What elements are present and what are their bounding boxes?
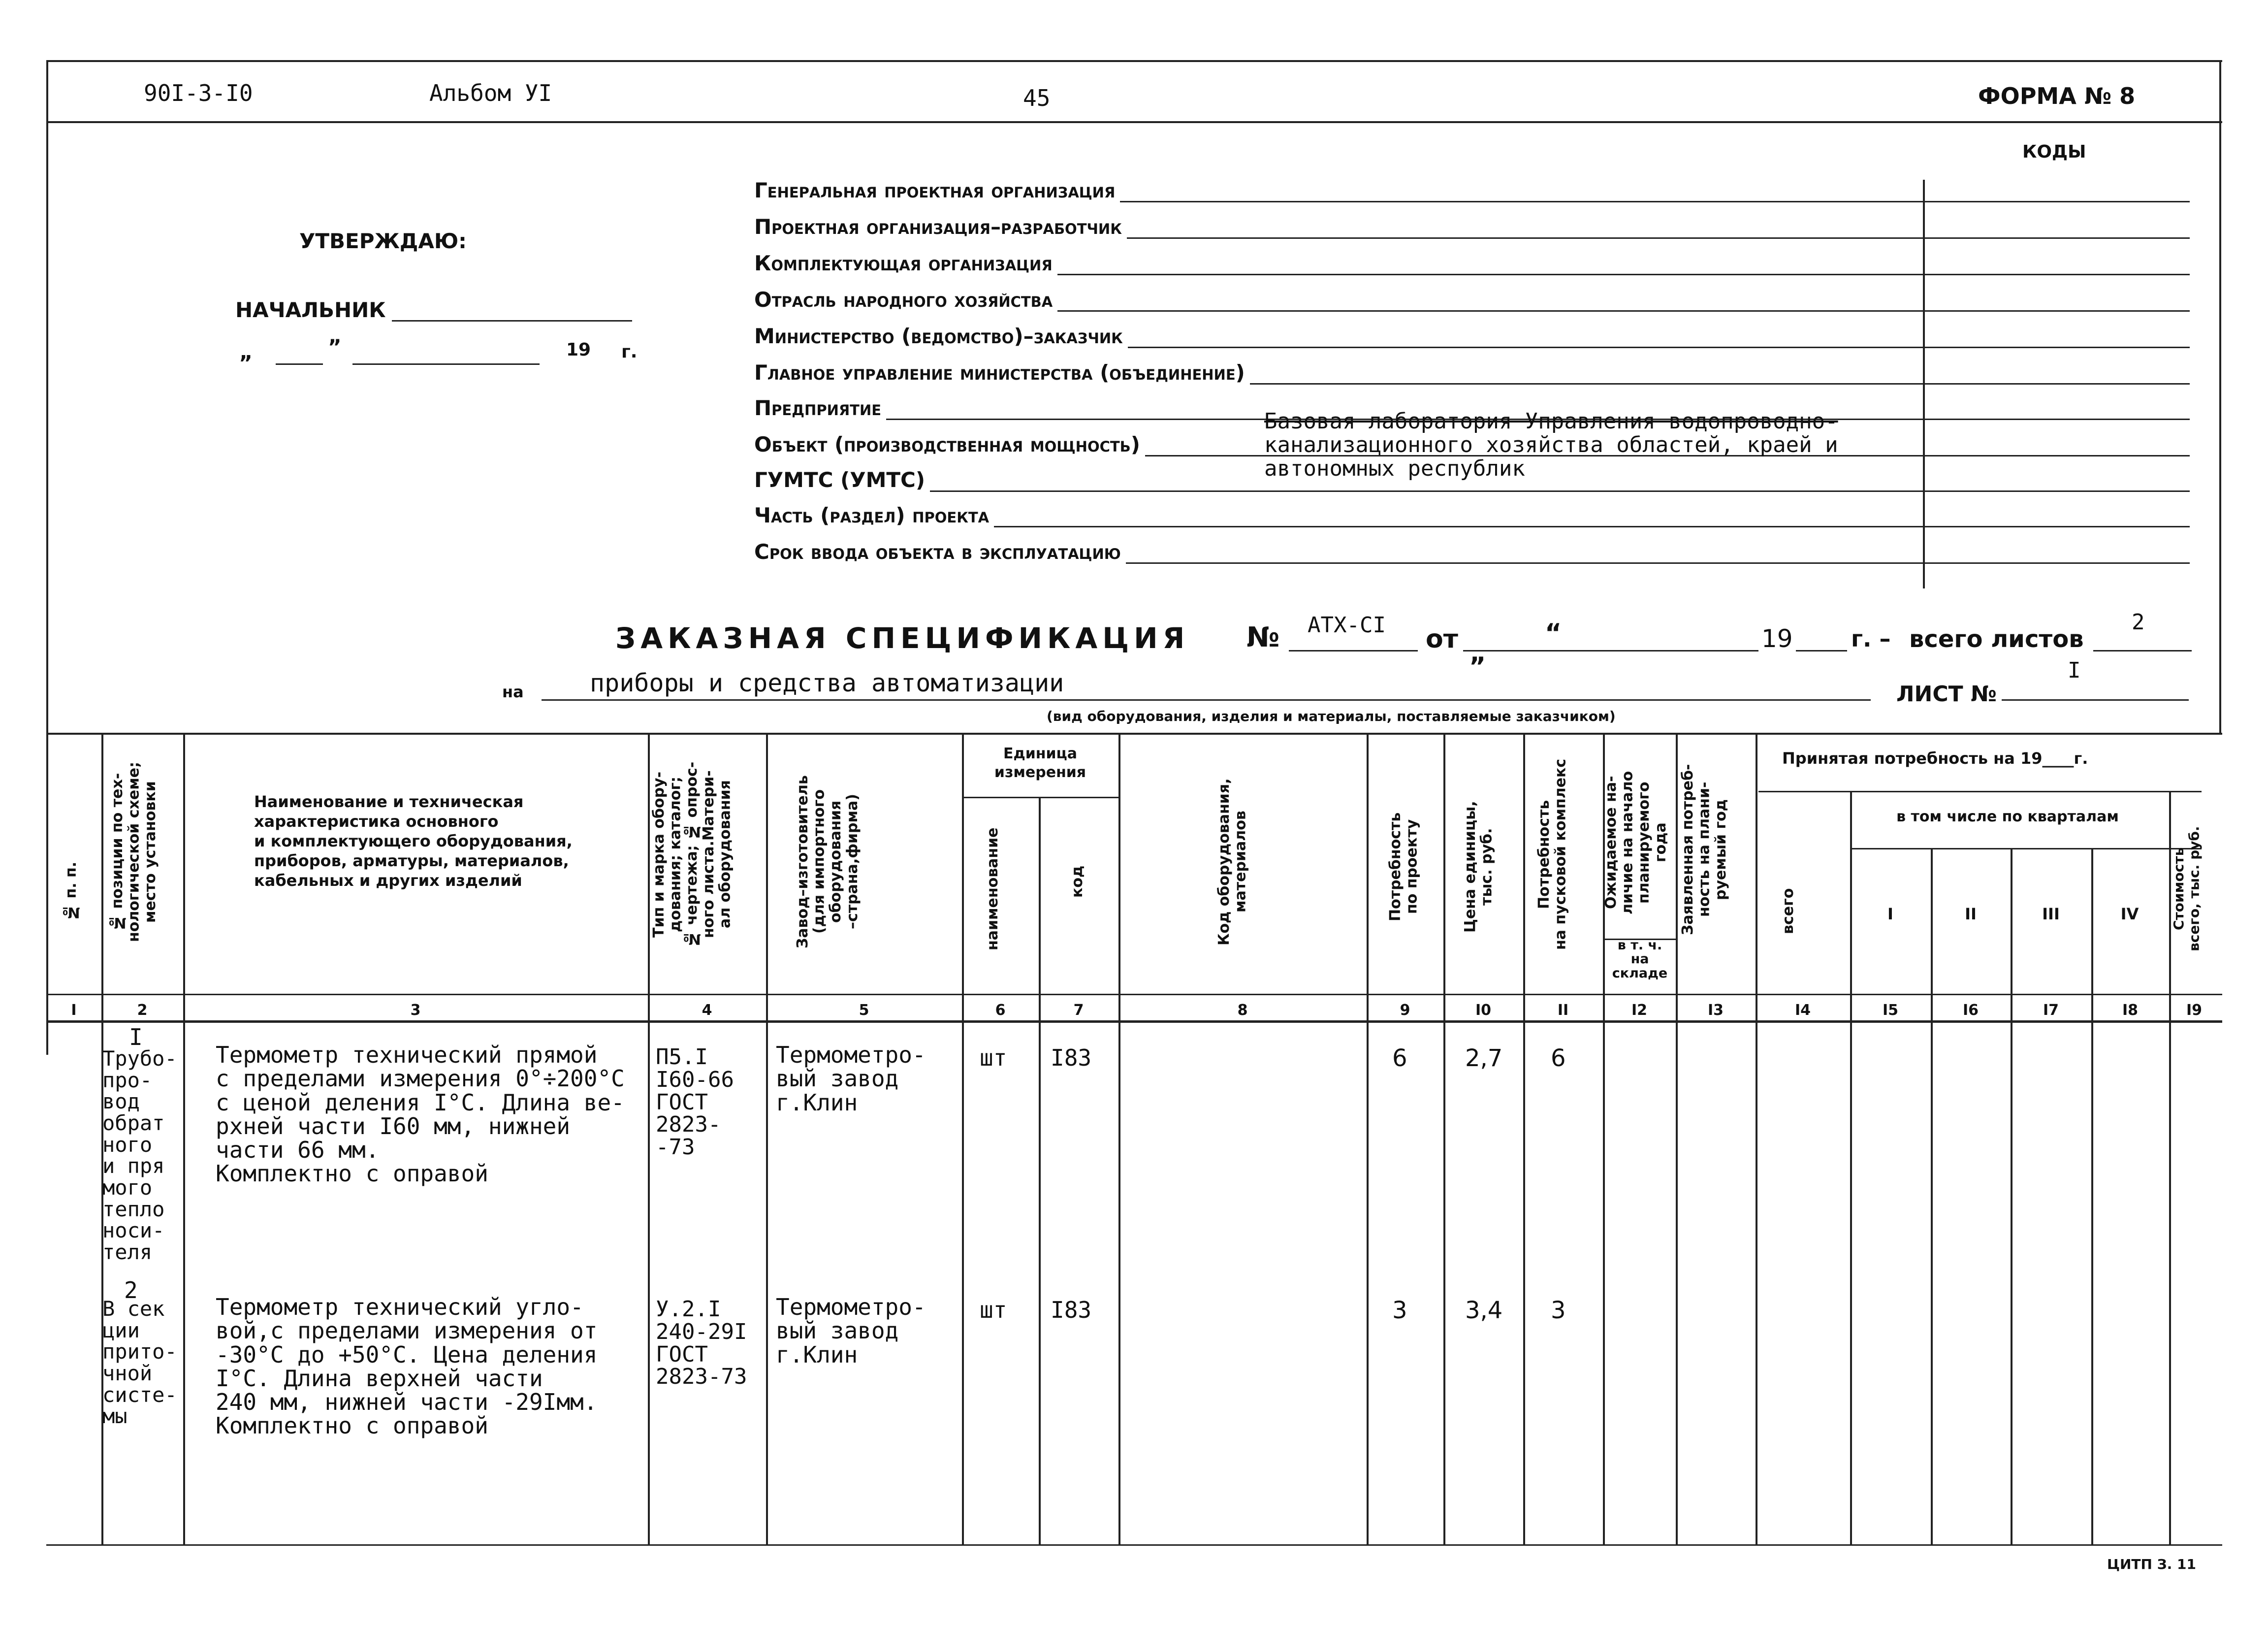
column-number: 7 [1073, 1002, 1084, 1019]
column-number: I9 [2186, 1002, 2203, 1019]
col-header-7: код [1069, 865, 1086, 898]
org-field-underline [1250, 383, 2190, 385]
org-field-underline [1128, 347, 2190, 348]
total-sheets-label: всего листов [1909, 625, 2084, 653]
column-number: I8 [2122, 1002, 2139, 1019]
date-close-quote: ” [328, 335, 342, 359]
quarters-subheader-line [1850, 848, 2202, 849]
col-header-quarters: в том числе по кварталам [1896, 808, 2119, 825]
col-header-9: Потребность по проекту [1387, 812, 1421, 921]
column-number: I [71, 1002, 77, 1019]
row1-price: 2,7 [1465, 1044, 1503, 1072]
sheet-number-line [2002, 699, 2189, 701]
row1-pos-num: I [129, 1024, 143, 1050]
col-header-4: Тип и марка обору- дования; каталог; № чертежа; № опрос- ного листа.Матери- ал оборудования [650, 761, 734, 947]
form-number: ФОРМА № 8 [1978, 83, 2136, 109]
col-header-11: Потребность на пусковой комплекс [1535, 758, 1569, 950]
accepted-subheader-line [1758, 791, 2202, 792]
column-number: 4 [702, 1002, 712, 1019]
column-number: II [1557, 1002, 1569, 1019]
table-column-divider [1756, 733, 1757, 1544]
row2-unit-code: I83 [1051, 1297, 1092, 1323]
column-number: 6 [995, 1002, 1006, 1019]
org-field-label: Проектная организация–разработчик [754, 215, 1122, 239]
sheet-label: ЛИСТ № [1896, 682, 1997, 707]
row1-unit: шт [980, 1044, 1007, 1071]
spec-subject-line [542, 699, 1871, 701]
spec-close-quote: ” [1469, 652, 1486, 682]
row1-start: 6 [1551, 1044, 1566, 1072]
col-header-3: Наименование и техническая характеристика основного и комплектующего оборудования, приборов, арматуры, материалов, кабельных и других изделий [254, 792, 573, 890]
row2-name: Термометр технический угло- вой,с пределами измерения от -30°С до +50°С. Цена деления I°С. Длина верхней части 240 мм, нижней части -29Iмм. Комплектно с оправой [216, 1294, 598, 1439]
spec-year-suffix: г. – [1851, 625, 1891, 652]
sheet-number: I [2068, 658, 2081, 683]
page-number: 45 [1023, 85, 1051, 111]
org-field-underline [994, 526, 2190, 527]
org-field-label: Объект (производственная мощность) [754, 432, 1140, 456]
col-header-8: Код оборудования, материалов [1215, 778, 1249, 945]
table-column-divider [1367, 733, 1369, 1544]
spec-subject: приборы и средства автоматизации [590, 669, 1064, 697]
org-field-label: Часть (раздел) проекта [754, 503, 990, 527]
org-field-label: Министерство (ведомство)–заказчик [754, 324, 1123, 348]
spec-open-quote: “ [1545, 619, 1562, 648]
org-field-underline [1127, 237, 2190, 239]
header-bottom-line [46, 994, 2222, 995]
quarter-3: III [2042, 905, 2060, 923]
row2-type: У.2.I 240-29I ГОСТ 2823-73 [656, 1297, 747, 1390]
col-header-1: № п. п. [63, 861, 80, 921]
table-column-divider [1931, 848, 1933, 1544]
table-column-divider [766, 733, 768, 1544]
column-number: I0 [1475, 1002, 1492, 1019]
table-column-divider [2011, 848, 2012, 1544]
spec-number: АТХ-СI [1308, 613, 1386, 638]
object-value-line-2: канализационного хозяйства областей, краей и [1264, 432, 1838, 457]
column-number: 2 [137, 1002, 148, 1019]
column-number: I5 [1882, 1002, 1899, 1019]
table-column-divider [1039, 797, 1041, 1544]
row2-maker: Термометро- вый завод г.Клин [776, 1294, 926, 1368]
org-field-underline [1057, 274, 2190, 275]
col-header-13: Заявленная потреб- ность на плани- руемый год [1679, 764, 1730, 935]
row2-start: 3 [1551, 1297, 1566, 1324]
spec-number-line [1289, 650, 1418, 651]
spec-year-line [1796, 650, 1847, 651]
spec-date-line [1463, 650, 1758, 651]
org-field-label: Главное управление министерства (объединение) [754, 360, 1245, 385]
approve-year: 19 [566, 340, 591, 360]
spec-from-label: от [1426, 624, 1458, 654]
org-field-underline [1126, 562, 2190, 564]
org-field-underline [1120, 201, 2190, 202]
codes-label: КОДЫ [2022, 142, 2086, 162]
header-bottom-line [46, 121, 2222, 123]
spec-title: ЗАКАЗНАЯ СПЕЦИФИКАЦИЯ [615, 621, 1190, 655]
org-field-label: Отрасль народного хозяйства [754, 288, 1053, 312]
approve-year-suffix: г. [621, 342, 638, 362]
org-field-underline [1057, 310, 2190, 312]
col-header-accepted: Принятая потребность на 19____г. [1782, 749, 2088, 768]
chief-signature-line [392, 320, 632, 322]
column-number: I2 [1631, 1002, 1648, 1019]
org-field-label: Комплектующая организация [754, 251, 1053, 275]
total-sheets-value: 2 [2132, 610, 2145, 635]
column-number: 3 [410, 1002, 421, 1019]
quarter-4: IV [2120, 905, 2139, 923]
total-sheets-line [2093, 650, 2192, 651]
col-header-5: Завод–изготовитель (для импортного оборудования –страна,фирма) [794, 775, 861, 948]
col-header-2: № позиции по тех- нологической схеме; место установки [109, 761, 160, 943]
doc-code: 90I-3-I0 [144, 80, 253, 106]
org-field-underline [930, 490, 2190, 492]
spec-year: 19 [1761, 624, 1793, 653]
spec-note: (вид оборудования, изделия и материалы, поставляемые заказчиком) [1047, 708, 1616, 724]
col-header-14: всего [1780, 888, 1797, 934]
col-header-19: Стоимость всего, тыс. руб. [2171, 826, 2203, 952]
col-header-6a: наименование [984, 827, 1001, 950]
column-number: 8 [1237, 1002, 1248, 1019]
row1-unit-code: I83 [1051, 1044, 1092, 1071]
row2-need: 3 [1392, 1297, 1407, 1324]
row2-unit: шт [980, 1297, 1007, 1323]
object-value-line-1: Базовая лаборатория Управления водопроводно- [1264, 409, 1838, 434]
table-column-divider [648, 733, 650, 1544]
table-top-line [46, 733, 2222, 735]
table-column-divider [962, 733, 964, 1544]
quarter-1: I [1887, 905, 1893, 923]
table-column-divider [183, 733, 185, 1544]
table-column-divider [1676, 733, 1678, 1544]
column-number: I4 [1794, 1002, 1811, 1019]
column-number: 5 [859, 1002, 869, 1019]
spec-no-label: № [1246, 621, 1280, 653]
column-number: I6 [1962, 1002, 1979, 1019]
row1-maker: Термометро- вый завод г.Клин [776, 1042, 926, 1116]
col-header-6: Единица измерения [994, 745, 1086, 781]
column-number: I7 [2043, 1002, 2059, 1019]
row1-type: П5.I I60-66 ГОСТ 2823- -73 [656, 1044, 734, 1160]
date-day-line [276, 363, 323, 365]
org-field-label: ГУМТС (УМТС) [754, 468, 926, 492]
frame-top-border [46, 60, 2222, 62]
row1-need: 6 [1392, 1044, 1407, 1072]
footer-code: ЦИТП З. 11 [2107, 1556, 2196, 1572]
row1-place: Трубо- про- вод обрат ного и пря мого тепло носи- теля [102, 1046, 177, 1265]
org-field-label: Срок ввода объекта в эксплуатацию [754, 540, 1121, 564]
column-number: I3 [1707, 1002, 1724, 1019]
chief-label: НАЧАЛЬНИК [235, 298, 386, 322]
date-month-line [352, 363, 540, 365]
col-header-10: Цена единицы, тыс. руб. [1462, 801, 1496, 933]
table-column-divider [1118, 733, 1120, 1544]
col-header-12a: в т. ч. на складе [1612, 938, 1668, 981]
column-number: 9 [1400, 1002, 1410, 1019]
row2-price: 3,4 [1465, 1297, 1503, 1324]
table-column-divider [2091, 848, 2093, 1544]
album-label: Альбом УI [429, 80, 552, 106]
approve-title: УТВЕРЖДАЮ: [299, 229, 467, 253]
org-field-label: Предприятие [754, 396, 882, 420]
row2-place: В сек ции прито- чной систе- мы [102, 1297, 177, 1429]
col-number-bottom-line [46, 1020, 2222, 1023]
col-header-12: Ожидаемое на- личие на начало планируемого года [1602, 771, 1669, 914]
table-column-divider [1523, 733, 1525, 1544]
quarter-2: II [1965, 905, 1977, 923]
object-value-line-3: автономных республик [1264, 456, 1525, 481]
org-field-label: Генеральная проектная организация [754, 178, 1116, 202]
spec-on-label: на [502, 683, 524, 701]
row2-pos-num: 2 [124, 1277, 138, 1303]
frame-right-border [2219, 60, 2221, 735]
frame-left-border [46, 60, 48, 1055]
date-open-quote: „ [239, 340, 253, 364]
row1-name: Термометр технический прямой с пределами измерения 0°÷200°С с ценой деления I°С. Длина ве- рхней части I60 мм, нижней части 66 мм. Комплектно с оправой [216, 1042, 625, 1187]
table-bottom-line [46, 1544, 2222, 1546]
